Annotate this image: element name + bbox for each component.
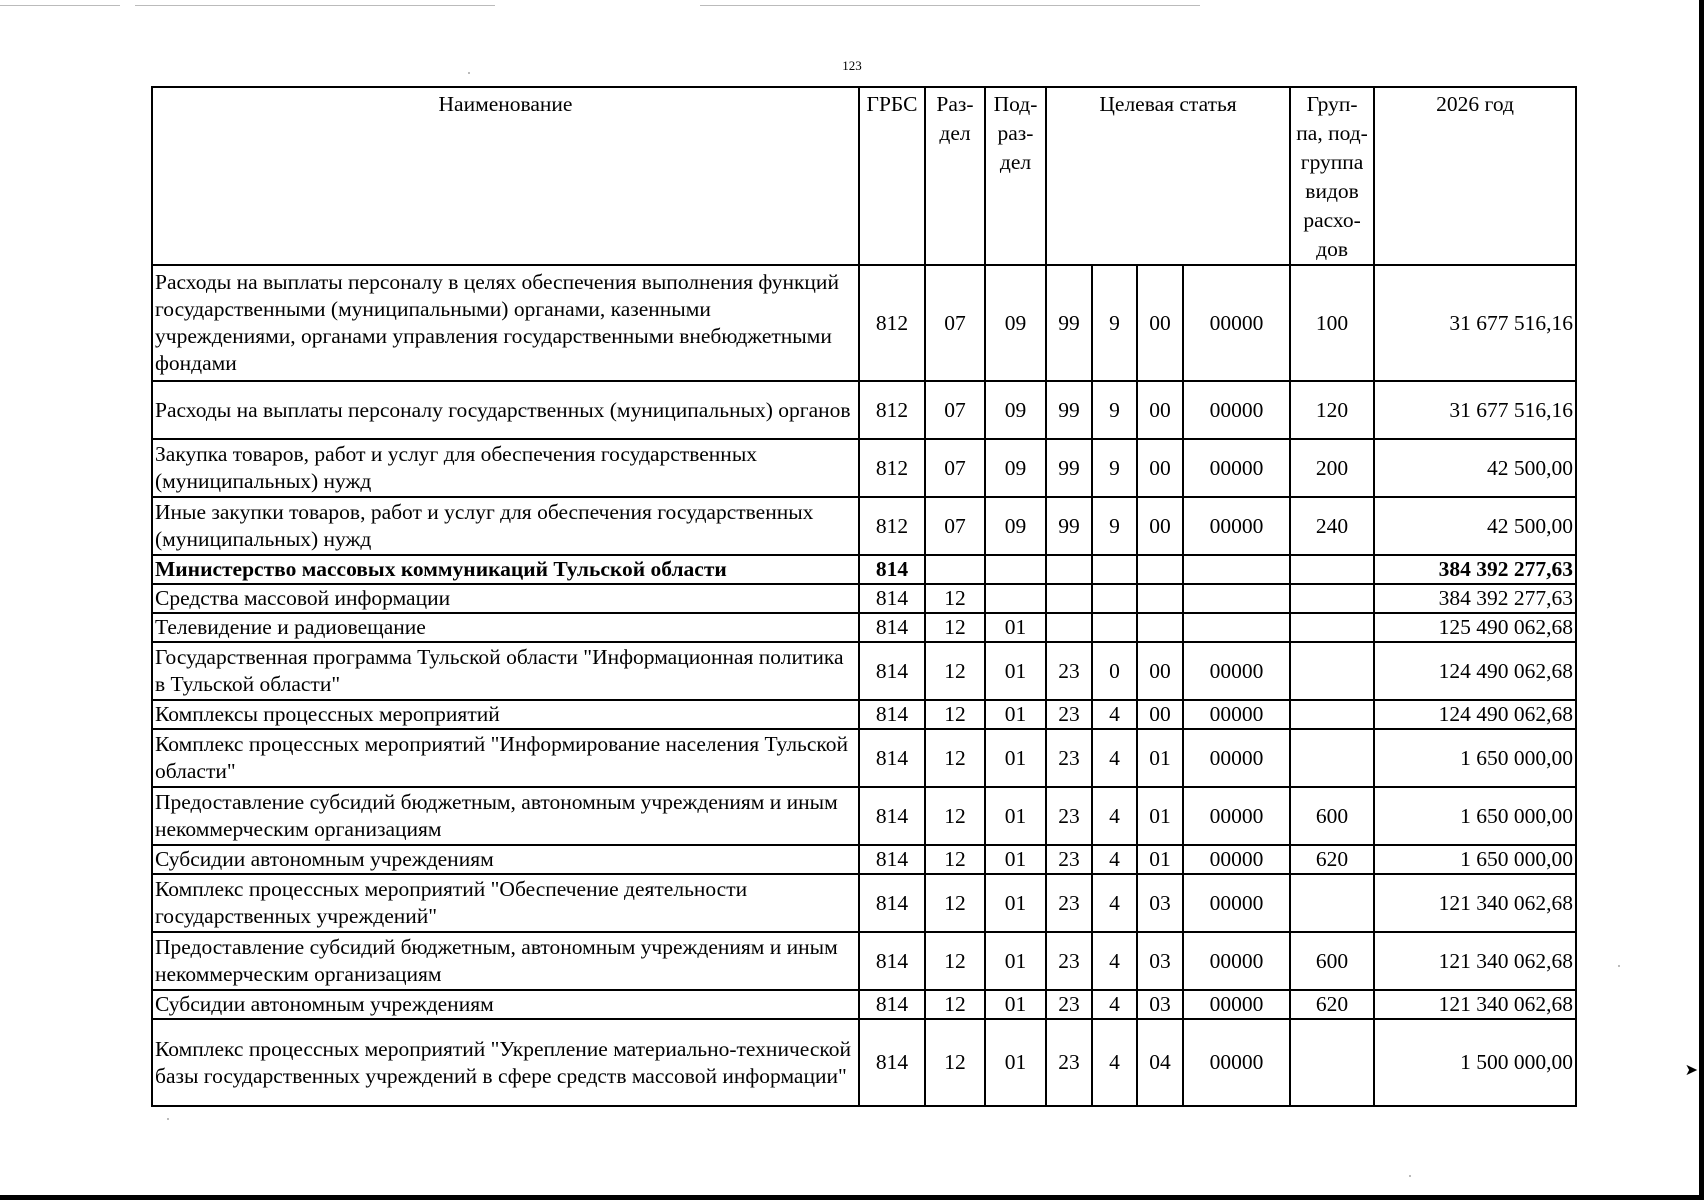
row-target-program: 23 bbox=[1046, 932, 1092, 990]
row-name: Государственная программа Тульской области "Информационная политика в Тульской области" bbox=[152, 642, 859, 700]
scan-speck bbox=[1618, 965, 1620, 967]
row-section: 07 bbox=[925, 497, 985, 555]
row-expense-group: 620 bbox=[1290, 990, 1374, 1019]
row-amount: 124 490 062,68 bbox=[1374, 642, 1576, 700]
row-subsection: 01 bbox=[985, 932, 1046, 990]
row-name: Расходы на выплаты персоналу в целях обеспечения выполнения функций государственными (муниципальными) органами, казенными учреждениями, органами управления государственными внебюджетными фондами bbox=[152, 265, 859, 381]
header-expense-group: Груп- па, под- группа видов расхо- дов bbox=[1290, 87, 1374, 265]
row-target-sub: 00 bbox=[1137, 439, 1183, 497]
scan-speck bbox=[167, 1118, 169, 1120]
table-row bbox=[152, 845, 1576, 874]
scan-edge-line bbox=[0, 5, 120, 6]
row-section: 07 bbox=[925, 265, 985, 381]
row-name: Комплекс процессных мероприятий "Информирование населения Тульской области" bbox=[152, 729, 859, 787]
page-number: 123 bbox=[842, 58, 862, 73]
row-name: Закупка товаров, работ и услуг для обеспечения государственных (муниципальных) нужд bbox=[152, 439, 859, 497]
row-target-sub: 03 bbox=[1137, 874, 1183, 932]
row-section: 12 bbox=[925, 845, 985, 874]
row-section: 07 bbox=[925, 381, 985, 439]
row-expense-group bbox=[1290, 642, 1374, 700]
row-expense-group bbox=[1290, 555, 1374, 584]
row-amount: 42 500,00 bbox=[1374, 439, 1576, 497]
row-subsection: 01 bbox=[985, 613, 1046, 642]
row-subsection: 01 bbox=[985, 1019, 1046, 1106]
row-target-sub: 01 bbox=[1137, 845, 1183, 874]
row-amount: 125 490 062,68 bbox=[1374, 613, 1576, 642]
row-target-code: 00000 bbox=[1183, 1019, 1290, 1106]
row-section: 12 bbox=[925, 932, 985, 990]
row-target-type: 4 bbox=[1092, 845, 1137, 874]
row-subsection: 09 bbox=[985, 497, 1046, 555]
row-amount: 121 340 062,68 bbox=[1374, 874, 1576, 932]
header-year: 2026 год bbox=[1374, 87, 1576, 265]
row-expense-group bbox=[1290, 729, 1374, 787]
row-target-sub bbox=[1137, 555, 1183, 584]
row-expense-group: 600 bbox=[1290, 932, 1374, 990]
row-name: Телевидение и радиовещание bbox=[152, 613, 859, 642]
row-grbs: 812 bbox=[859, 497, 925, 555]
row-target-code: 00000 bbox=[1183, 642, 1290, 700]
table-row bbox=[152, 729, 1576, 787]
row-target-type: 4 bbox=[1092, 729, 1137, 787]
row-target-type bbox=[1092, 613, 1137, 642]
table-row bbox=[152, 439, 1576, 497]
row-amount: 384 392 277,63 bbox=[1374, 555, 1576, 584]
row-target-type: 4 bbox=[1092, 990, 1137, 1019]
row-expense-group bbox=[1290, 613, 1374, 642]
row-section: 12 bbox=[925, 990, 985, 1019]
row-target-type: 4 bbox=[1092, 932, 1137, 990]
row-target-program bbox=[1046, 584, 1092, 613]
row-target-type: 4 bbox=[1092, 1019, 1137, 1106]
row-target-program: 99 bbox=[1046, 265, 1092, 381]
row-expense-group: 600 bbox=[1290, 787, 1374, 845]
row-target-sub: 00 bbox=[1137, 381, 1183, 439]
table-row bbox=[152, 642, 1576, 700]
row-section: 12 bbox=[925, 642, 985, 700]
row-target-type: 9 bbox=[1092, 265, 1137, 381]
row-subsection: 01 bbox=[985, 990, 1046, 1019]
row-subsection bbox=[985, 555, 1046, 584]
row-expense-group: 100 bbox=[1290, 265, 1374, 381]
row-amount: 121 340 062,68 bbox=[1374, 990, 1576, 1019]
header-grbs: ГРБС bbox=[859, 87, 925, 265]
row-target-program: 23 bbox=[1046, 874, 1092, 932]
row-target-program: 23 bbox=[1046, 845, 1092, 874]
row-target-sub: 00 bbox=[1137, 265, 1183, 381]
table-row bbox=[152, 990, 1576, 1019]
table-body bbox=[152, 265, 1576, 1106]
row-grbs: 814 bbox=[859, 700, 925, 729]
row-target-sub: 03 bbox=[1137, 932, 1183, 990]
row-target-code: 00000 bbox=[1183, 932, 1290, 990]
row-target-code: 00000 bbox=[1183, 845, 1290, 874]
row-target-sub: 00 bbox=[1137, 642, 1183, 700]
table-row bbox=[152, 700, 1576, 729]
row-section: 12 bbox=[925, 729, 985, 787]
row-subsection: 01 bbox=[985, 700, 1046, 729]
row-name: Предоставление субсидий бюджетным, автономным учреждениям и иным некоммерческим организациям bbox=[152, 932, 859, 990]
row-target-type: 9 bbox=[1092, 381, 1137, 439]
row-target-type: 4 bbox=[1092, 700, 1137, 729]
row-amount: 1 650 000,00 bbox=[1374, 729, 1576, 787]
row-subsection: 09 bbox=[985, 381, 1046, 439]
row-amount: 1 650 000,00 bbox=[1374, 845, 1576, 874]
row-name: Предоставление субсидий бюджетным, автономным учреждениям и иным некоммерческим организациям bbox=[152, 787, 859, 845]
row-subsection: 01 bbox=[985, 729, 1046, 787]
row-target-sub: 03 bbox=[1137, 990, 1183, 1019]
table-row bbox=[152, 265, 1576, 381]
row-target-type: 9 bbox=[1092, 439, 1137, 497]
row-name: Комплекс процессных мероприятий "Укрепление материально-технической базы государственных учреждений в сфере средств массовой информации" bbox=[152, 1019, 859, 1106]
row-grbs: 814 bbox=[859, 874, 925, 932]
row-target-type: 9 bbox=[1092, 497, 1137, 555]
row-grbs: 814 bbox=[859, 642, 925, 700]
table-row bbox=[152, 613, 1576, 642]
row-target-code bbox=[1183, 613, 1290, 642]
row-section: 12 bbox=[925, 584, 985, 613]
row-name: Иные закупки товаров, работ и услуг для обеспечения государственных (муниципальных) нужд bbox=[152, 497, 859, 555]
table-row bbox=[152, 555, 1576, 584]
table-row bbox=[152, 787, 1576, 845]
row-grbs: 814 bbox=[859, 932, 925, 990]
row-amount: 384 392 277,63 bbox=[1374, 584, 1576, 613]
row-target-type bbox=[1092, 555, 1137, 584]
row-section: 12 bbox=[925, 700, 985, 729]
scan-speck bbox=[1409, 1175, 1411, 1177]
row-amount: 121 340 062,68 bbox=[1374, 932, 1576, 990]
row-target-sub bbox=[1137, 613, 1183, 642]
row-target-type: 4 bbox=[1092, 787, 1137, 845]
row-expense-group: 200 bbox=[1290, 439, 1374, 497]
row-target-code: 00000 bbox=[1183, 381, 1290, 439]
row-grbs: 814 bbox=[859, 1019, 925, 1106]
table-row bbox=[152, 1019, 1576, 1106]
row-section: 12 bbox=[925, 613, 985, 642]
row-name: Расходы на выплаты персоналу государственных (муниципальных) органов bbox=[152, 381, 859, 439]
row-subsection: 01 bbox=[985, 845, 1046, 874]
row-section: 12 bbox=[925, 874, 985, 932]
row-expense-group bbox=[1290, 874, 1374, 932]
row-target-type: 0 bbox=[1092, 642, 1137, 700]
row-amount: 124 490 062,68 bbox=[1374, 700, 1576, 729]
row-target-code: 00000 bbox=[1183, 265, 1290, 381]
row-grbs: 814 bbox=[859, 787, 925, 845]
row-target-program: 23 bbox=[1046, 729, 1092, 787]
row-amount: 42 500,00 bbox=[1374, 497, 1576, 555]
row-section: 12 bbox=[925, 787, 985, 845]
row-target-code: 00000 bbox=[1183, 729, 1290, 787]
budget-table bbox=[151, 86, 1577, 1107]
row-target-program: 99 bbox=[1046, 497, 1092, 555]
arrow-marker-icon: ➤ bbox=[1684, 1062, 1698, 1079]
row-target-code: 00000 bbox=[1183, 439, 1290, 497]
row-name: Средства массовой информации bbox=[152, 584, 859, 613]
row-target-sub: 04 bbox=[1137, 1019, 1183, 1106]
row-grbs: 812 bbox=[859, 439, 925, 497]
row-name: Субсидии автономным учреждениям bbox=[152, 845, 859, 874]
row-amount: 31 677 516,16 bbox=[1374, 381, 1576, 439]
row-section bbox=[925, 555, 985, 584]
header-section: Раз- дел bbox=[925, 87, 985, 265]
row-target-type: 4 bbox=[1092, 874, 1137, 932]
row-target-sub: 00 bbox=[1137, 700, 1183, 729]
row-amount: 1 650 000,00 bbox=[1374, 787, 1576, 845]
row-grbs: 814 bbox=[859, 584, 925, 613]
row-target-program: 23 bbox=[1046, 990, 1092, 1019]
row-target-program: 23 bbox=[1046, 642, 1092, 700]
row-grbs: 814 bbox=[859, 555, 925, 584]
header-subsection: Под- раз- дел bbox=[985, 87, 1046, 265]
row-target-code: 00000 bbox=[1183, 874, 1290, 932]
row-expense-group bbox=[1290, 584, 1374, 613]
row-grbs: 814 bbox=[859, 613, 925, 642]
row-grbs: 814 bbox=[859, 729, 925, 787]
row-name: Министерство массовых коммуникаций Тульской области bbox=[152, 555, 859, 584]
header-target-article-label: Целевая статья bbox=[1099, 92, 1237, 116]
header-name: Наименование bbox=[152, 87, 859, 265]
row-target-code: 00000 bbox=[1183, 700, 1290, 729]
row-section: 12 bbox=[925, 1019, 985, 1106]
table-row bbox=[152, 497, 1576, 555]
row-target-sub: 00 bbox=[1137, 497, 1183, 555]
row-subsection: 01 bbox=[985, 787, 1046, 845]
table-row bbox=[152, 584, 1576, 613]
row-grbs: 814 bbox=[859, 990, 925, 1019]
row-expense-group: 620 bbox=[1290, 845, 1374, 874]
row-name: Комплексы процессных мероприятий bbox=[152, 700, 859, 729]
table-header-row bbox=[152, 87, 1576, 265]
row-subsection: 09 bbox=[985, 265, 1046, 381]
row-subsection bbox=[985, 584, 1046, 613]
row-target-program: 99 bbox=[1046, 381, 1092, 439]
row-target-program bbox=[1046, 613, 1092, 642]
row-amount: 31 677 516,16 bbox=[1374, 265, 1576, 381]
row-target-type bbox=[1092, 584, 1137, 613]
row-target-code: 00000 bbox=[1183, 787, 1290, 845]
row-target-sub: 01 bbox=[1137, 729, 1183, 787]
row-grbs: 814 bbox=[859, 845, 925, 874]
row-expense-group: 120 bbox=[1290, 381, 1374, 439]
table-row bbox=[152, 932, 1576, 990]
row-expense-group bbox=[1290, 700, 1374, 729]
scan-edge-line bbox=[135, 5, 495, 6]
row-expense-group bbox=[1290, 1019, 1374, 1106]
row-target-program: 23 bbox=[1046, 700, 1092, 729]
row-subsection: 01 bbox=[985, 642, 1046, 700]
row-name: Комплекс процессных мероприятий "Обеспечение деятельности государственных учреждений" bbox=[152, 874, 859, 932]
row-section: 07 bbox=[925, 439, 985, 497]
row-target-code: 00000 bbox=[1183, 990, 1290, 1019]
table-row bbox=[152, 381, 1576, 439]
row-amount: 1 500 000,00 bbox=[1374, 1019, 1576, 1106]
row-target-program: 99 bbox=[1046, 439, 1092, 497]
row-target-sub: 01 bbox=[1137, 787, 1183, 845]
row-target-code: 00000 bbox=[1183, 497, 1290, 555]
table-row bbox=[152, 874, 1576, 932]
row-subsection: 01 bbox=[985, 874, 1046, 932]
header-target-article bbox=[1046, 87, 1290, 265]
row-grbs: 812 bbox=[859, 265, 925, 381]
row-grbs: 812 bbox=[859, 381, 925, 439]
row-target-program: 23 bbox=[1046, 787, 1092, 845]
row-subsection: 09 bbox=[985, 439, 1046, 497]
scan-edge-line bbox=[700, 5, 1200, 6]
row-target-code bbox=[1183, 555, 1290, 584]
row-expense-group: 240 bbox=[1290, 497, 1374, 555]
row-target-program: 23 bbox=[1046, 1019, 1092, 1106]
row-target-program bbox=[1046, 555, 1092, 584]
row-name: Субсидии автономным учреждениям bbox=[152, 990, 859, 1019]
row-target-sub bbox=[1137, 584, 1183, 613]
row-target-code bbox=[1183, 584, 1290, 613]
